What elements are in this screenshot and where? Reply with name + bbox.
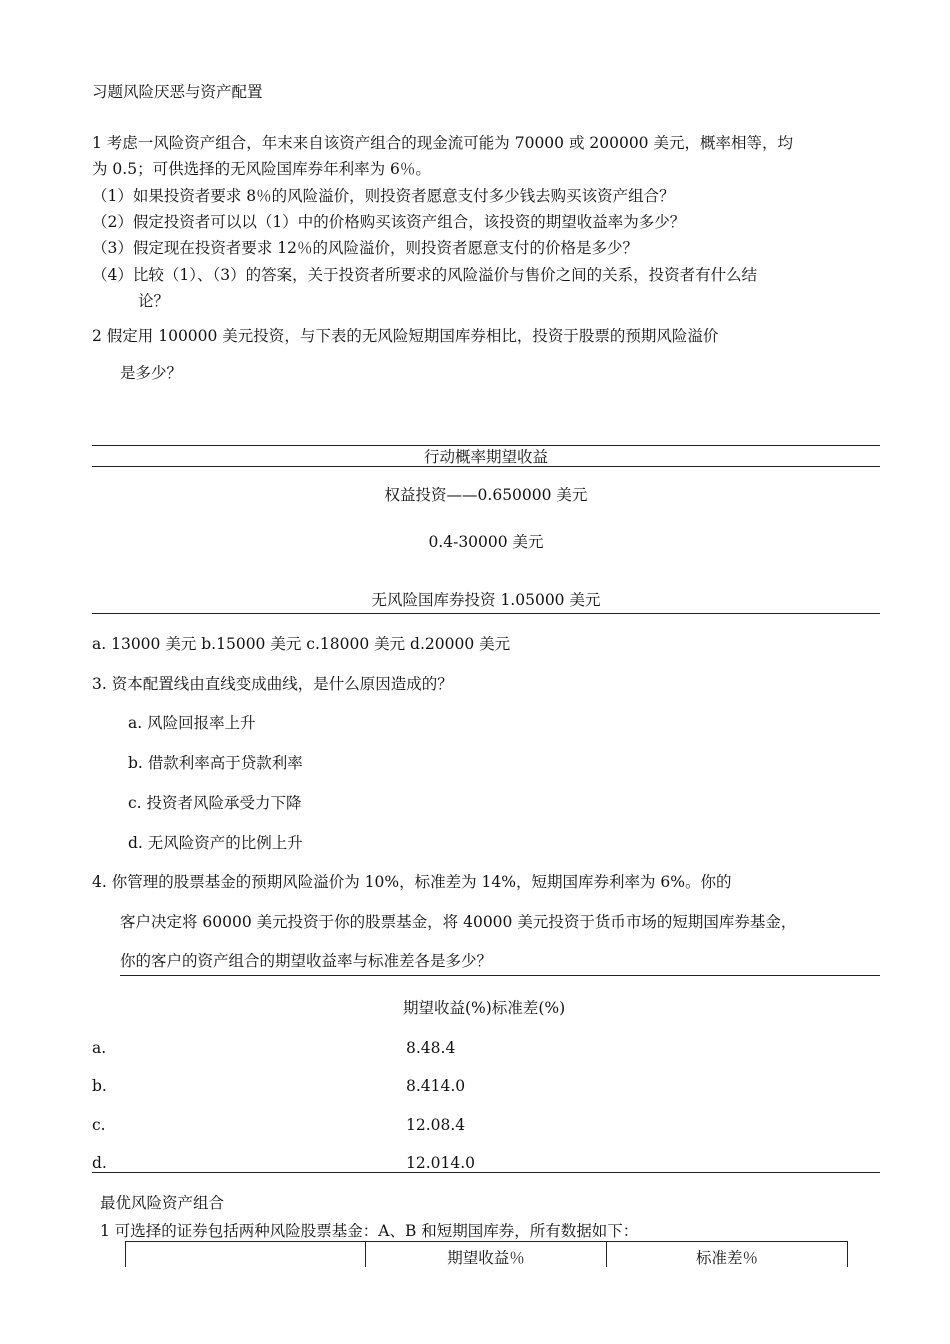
table2-top-rule	[120, 975, 880, 976]
table2-row-label: a.	[92, 1039, 107, 1057]
section2-title: 最优风险资产组合	[100, 1194, 225, 1212]
q2-line1: 2 假定用 100000 美元投资，与下表的无风险短期国库券相比，投资于股票的预期风险溢价	[92, 327, 719, 345]
q4-line2: 客户决定将 60000 美元投资于你的股票基金，将 40000 美元投资于货币市场的短期国库券基金，	[120, 913, 797, 931]
table3-col-divider	[847, 1241, 848, 1267]
q1-line2: 为 0.5；可供选择的无风险国库券年利率为 6％。	[92, 160, 431, 178]
table1-row-equity: 权益投资——0.650000 美元	[384, 486, 588, 504]
q3-question: 3. 资本配置线由直线变成曲线，是什么原因造成的？	[92, 675, 453, 693]
q3-option-a: a. 风险回报率上升	[128, 714, 256, 732]
q1-sub4-line1: （4）比较（1）、（3）的答案，关于投资者所要求的风险溢价与售价之间的关系，投资者有什么结	[92, 266, 758, 284]
table3-top-rule	[125, 1241, 847, 1242]
q2-options: a. 13000 美元 b.15000 美元 c.18000 美元 d.20000 美元	[92, 635, 511, 653]
q1-sub3: （3）假定现在投资者要求 12％的风险溢价，则投资者愿意支付的价格是多少？	[92, 239, 639, 257]
table3-col-divider	[125, 1241, 126, 1267]
table3-header-std-dev: 标准差％	[695, 1249, 758, 1267]
page-title: 习题风险厌恶与资产配置	[92, 83, 263, 101]
q4-line1: 4. 你管理的股票基金的预期风险溢价为 10%，标准差为 14%，短期国库券利率为 6%。你的	[92, 873, 732, 891]
table2-row-label: d.	[92, 1154, 107, 1172]
table2-row-value: 8.48.4	[406, 1039, 456, 1057]
table1-row-riskfree: 无风险国库券投资 1.05000 美元	[371, 591, 601, 609]
q4-line3: 你的客户的资产组合的期望收益率与标准差各是多少？	[120, 952, 493, 970]
table2-row-value: 12.08.4	[406, 1116, 466, 1134]
table2-row-value: 12.014.0	[406, 1154, 476, 1172]
table3-header-expected-return: 期望收益％	[447, 1249, 525, 1267]
q3-option-b: b. 借款利率高于贷款利率	[128, 754, 303, 772]
q1-line1: 1 考虑一风险资产组合，年末来自该资产组合的现金流可能为 70000 或 200000 美元，概率相等，均	[92, 134, 793, 152]
table2-row-label: b.	[92, 1077, 107, 1095]
table1-header: 行动概率期望收益	[423, 448, 548, 466]
q1-sub1: （1）如果投资者要求 8％的风险溢价，则投资者愿意支付多少钱去购买该资产组合？	[92, 187, 675, 205]
table1-row-equity-2: 0.4-30000 美元	[428, 533, 544, 551]
table1-top-rule	[92, 445, 880, 446]
q3-option-d: d. 无风险资产的比例上升	[128, 834, 303, 852]
q1-sub2: （2）假定投资者可以以（1）中的价格购买该资产组合，该投资的期望收益率为多少？	[92, 213, 686, 231]
table1-bottom-rule	[92, 613, 880, 614]
table2-bottom-rule	[92, 1172, 880, 1173]
q1-sub4-line2: 论？	[138, 292, 170, 310]
table2-row-value: 8.414.0	[406, 1077, 466, 1095]
table2-header: 期望收益(%)标准差(%)	[403, 999, 566, 1017]
section2-q1: 1 可选择的证券包括两种风险股票基金：A、B 和短期国库券，所有数据如下：	[100, 1222, 639, 1240]
table2-row-label: c.	[92, 1116, 106, 1134]
q3-option-c: c. 投资者风险承受力下降	[128, 794, 302, 812]
table1-header-rule	[92, 466, 880, 467]
q2-line2: 是多少？	[120, 364, 183, 382]
